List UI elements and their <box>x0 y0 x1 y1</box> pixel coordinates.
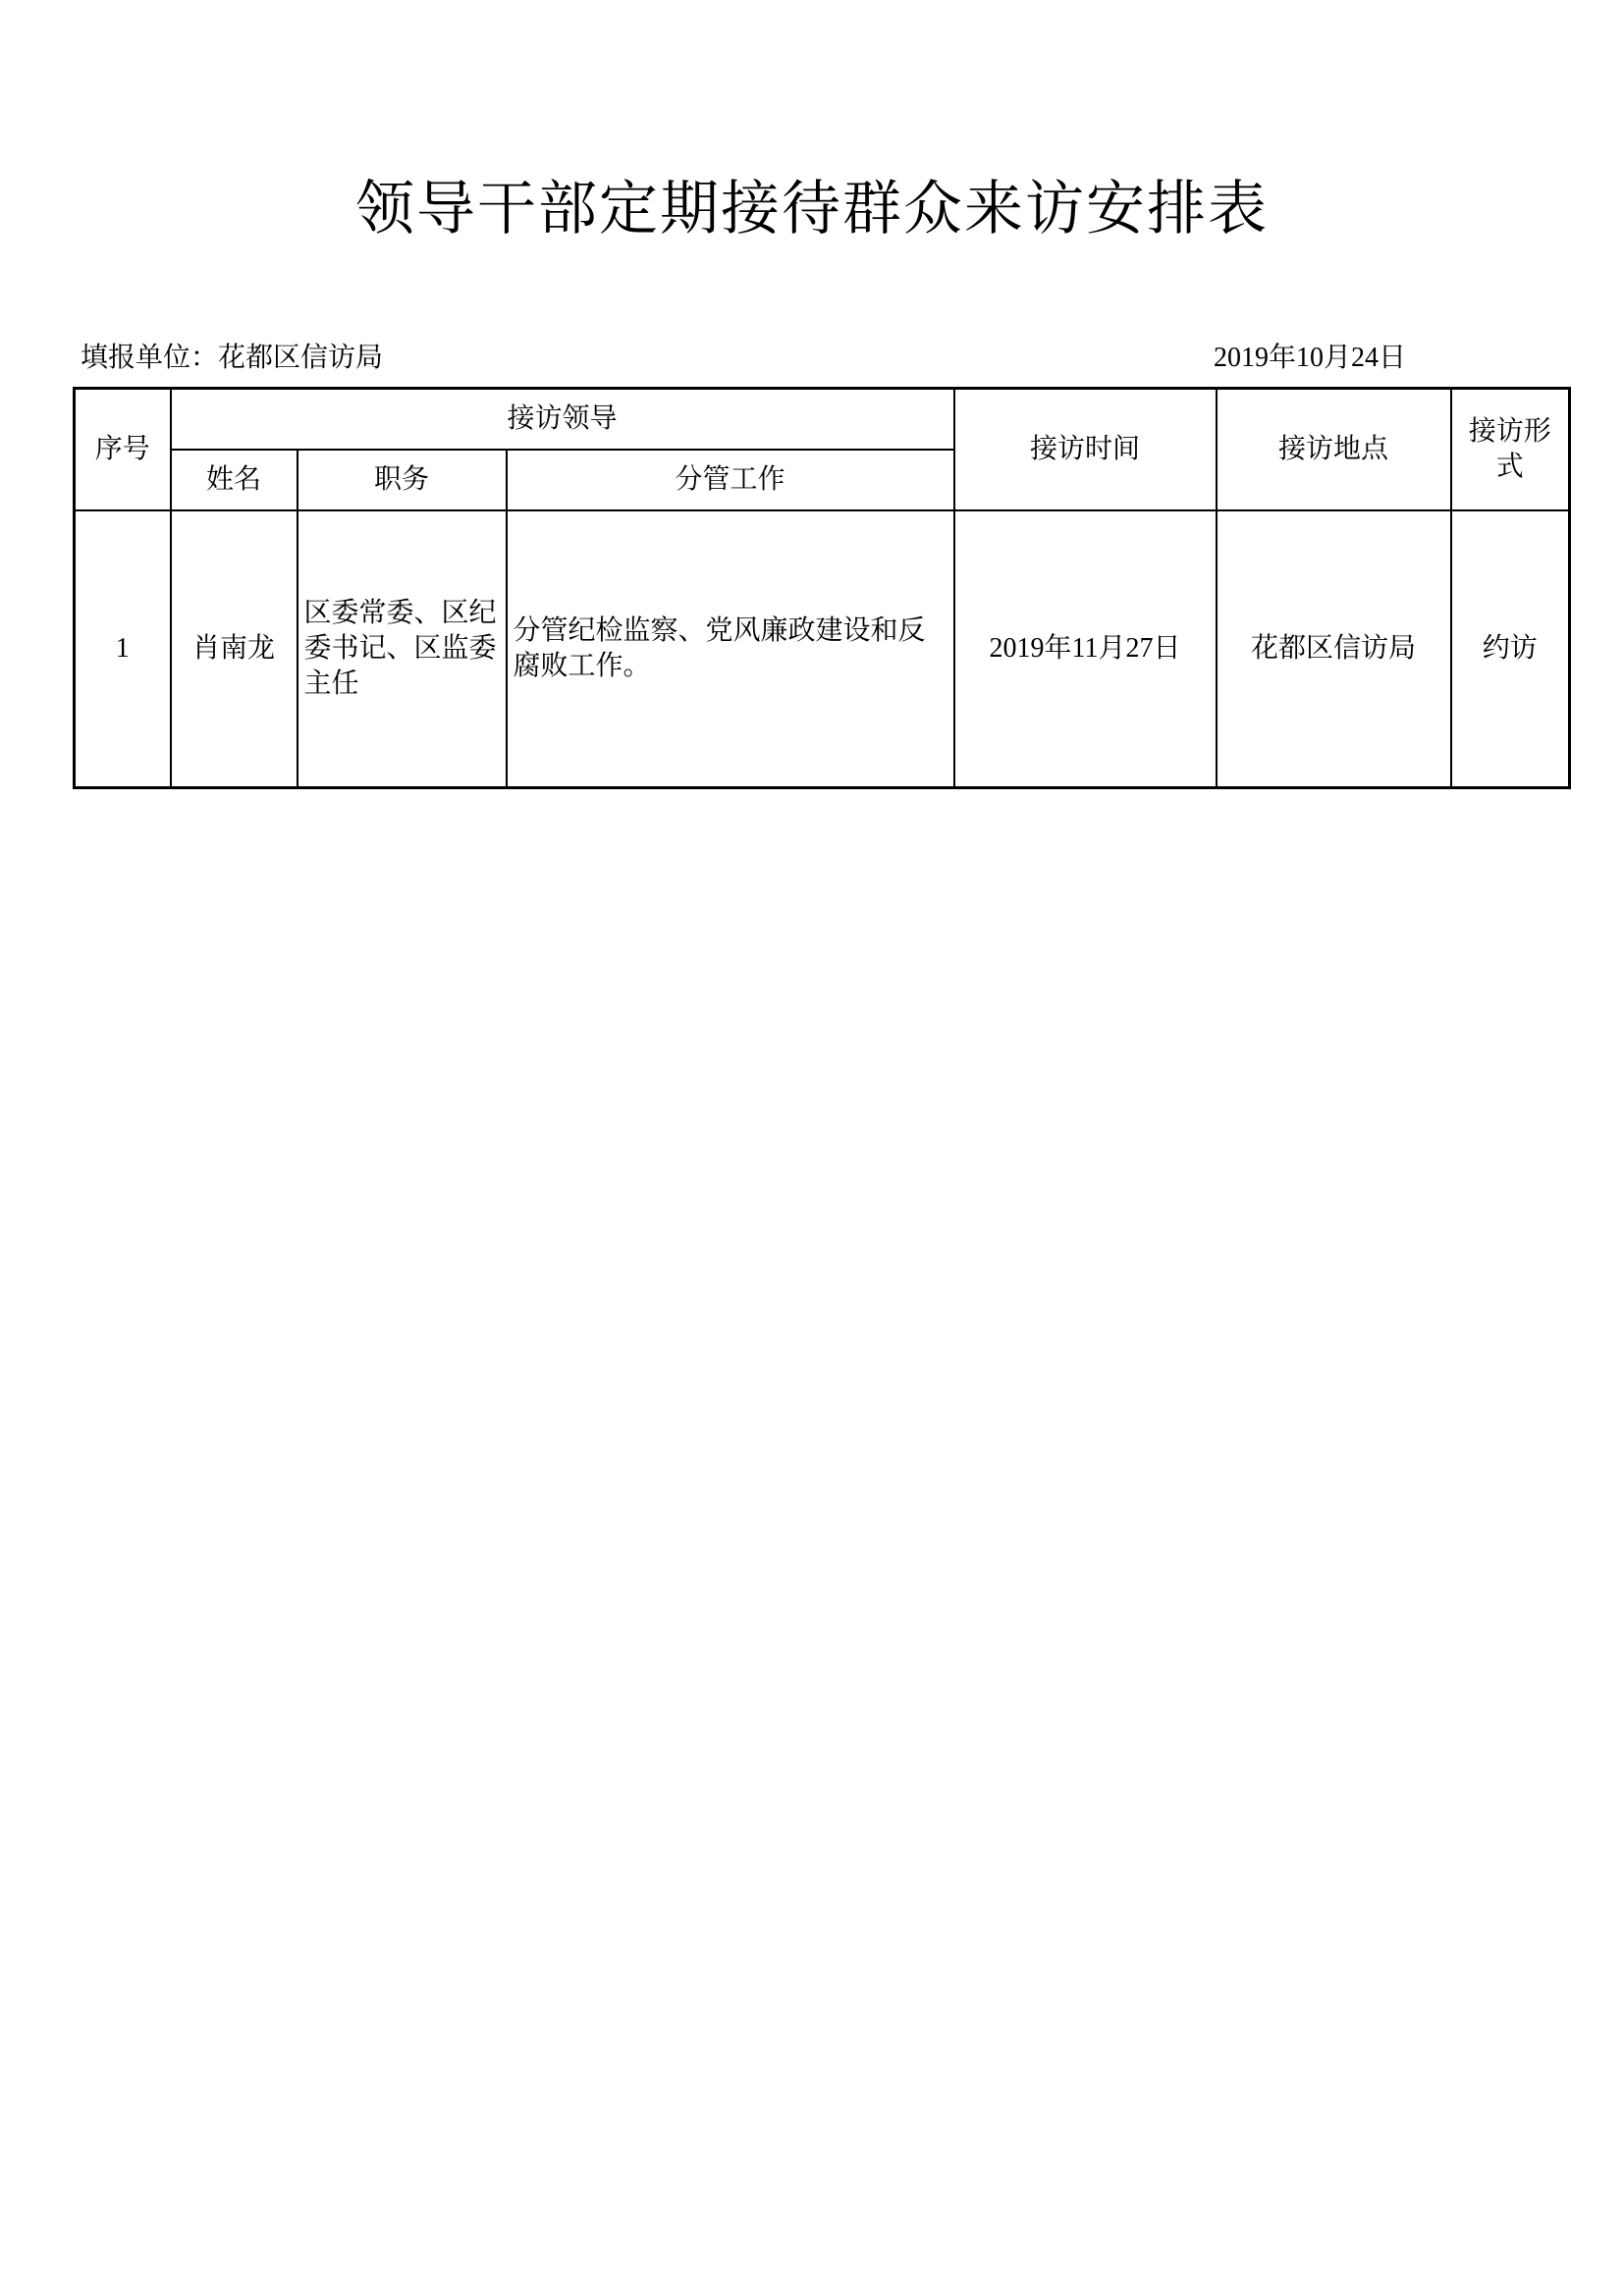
header-position: 职务 <box>298 450 507 510</box>
cell-form: 约访 <box>1451 510 1570 788</box>
header-name: 姓名 <box>171 450 298 510</box>
header-seq: 序号 <box>75 389 171 510</box>
reporting-unit: 填报单位：花都区信访局 <box>81 343 384 373</box>
header-row <box>75 389 1570 450</box>
header-responsibility: 分管工作 <box>507 450 954 510</box>
cell-seq: 1 <box>75 510 171 788</box>
header-location: 接访地点 <box>1217 389 1451 510</box>
cell-responsibility: 分管纪检监察、党风廉政建设和反腐败工作。 <box>507 510 954 788</box>
table-row <box>75 510 1570 788</box>
cell-name: 肖南龙 <box>171 510 298 788</box>
cell-location: 花都区信访局 <box>1217 510 1451 788</box>
header-leader-group: 接访领导 <box>171 389 954 450</box>
cell-position: 区委常委、区纪委书记、区监委主任 <box>298 510 507 788</box>
schedule-table <box>73 387 1571 789</box>
header-form: 接访形式 <box>1451 389 1570 510</box>
header-time: 接访时间 <box>954 389 1217 510</box>
report-date: 2019年10月24日 <box>1214 343 1407 373</box>
page-title: 领导干部定期接待群众来访安排表 <box>355 176 1269 241</box>
cell-time: 2019年11月27日 <box>954 510 1217 788</box>
